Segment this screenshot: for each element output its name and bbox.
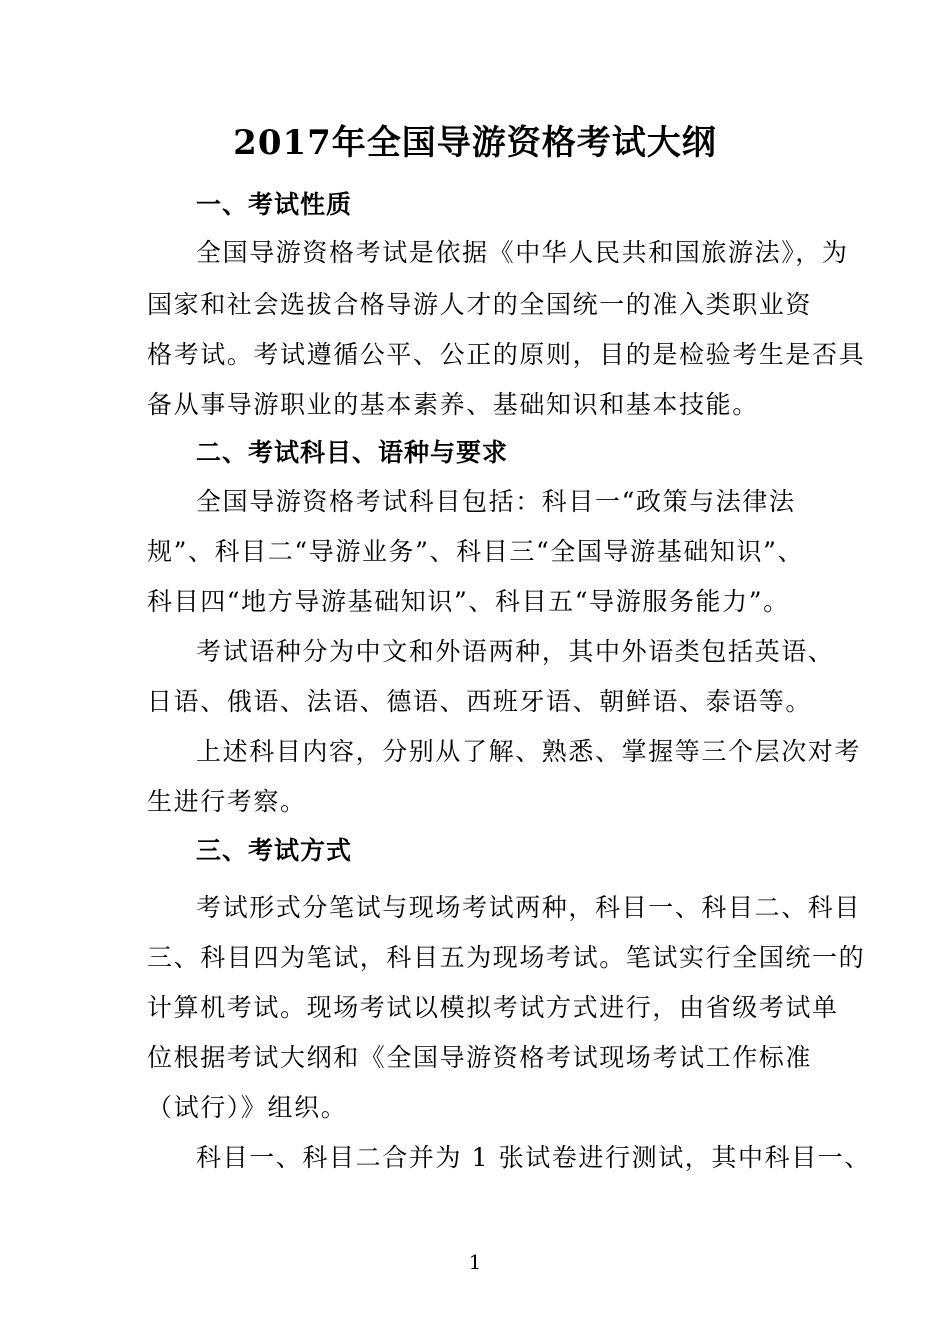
paragraph-line: 国家和社会选拔合格导游人才的全国统一的准入类职业资 — [147, 290, 813, 319]
paragraph-line: 计算机考试。现场考试以模拟考试方式进行，由省级考试单 — [147, 993, 839, 1022]
section-heading-1: 一、考试性质 — [196, 190, 353, 219]
paragraph-line: 考试语种分为中文和外语两种，其中外语类包括英语、 — [196, 637, 835, 666]
paragraph-line: 全国导游资格考试科目包括：科目一“政策与法律法 — [196, 487, 796, 516]
paragraph-line: 考试形式分笔试与现场考试两种，科目一、科目二、科目 — [196, 893, 862, 922]
paragraph-line: 规”、科目二“导游业务”、科目三“全国导游基础知识”、 — [147, 537, 805, 566]
paragraph-line: 上述科目内容，分别从了解、熟悉、掌握等三个层次对考 — [196, 737, 862, 766]
paragraph-line: （试行）》组织。 — [147, 1093, 348, 1122]
section-heading-3: 三、考试方式 — [196, 836, 353, 865]
paragraph-line: 格考试。考试遵循公平、公正的原则，目的是检验考生是否具 — [147, 340, 866, 369]
page-number: 1 — [468, 1250, 482, 1274]
paragraph-line: 生进行考察。 — [147, 787, 307, 816]
paragraph-line: 位根据考试大纲和《全国导游资格考试现场考试工作标准 — [147, 1043, 813, 1072]
paragraph-line: 全国导游资格考试是依据《中华人民共和国旅游法》，为 — [196, 238, 849, 267]
paragraph-line: 科目一、科目二合并为 1 张试卷进行测试，其中科目一、 — [196, 1143, 872, 1172]
paragraph-line: 日语、俄语、法语、德语、西班牙语、朝鲜语、泰语等。 — [147, 687, 813, 716]
document-title: 2017年全国导游资格考试大纲 — [233, 123, 717, 163]
paragraph-line: 科目四“地方导游基础知识”、科目五“导游服务能力”。 — [147, 587, 790, 616]
paragraph-line: 备从事导游职业的基本素养、基础知识和基本技能。 — [147, 390, 759, 419]
section-heading-2: 二、考试科目、语种与要求 — [196, 438, 509, 467]
paragraph-line: 三、科目四为笔试，科目五为现场考试。笔试实行全国统一的 — [147, 943, 866, 972]
